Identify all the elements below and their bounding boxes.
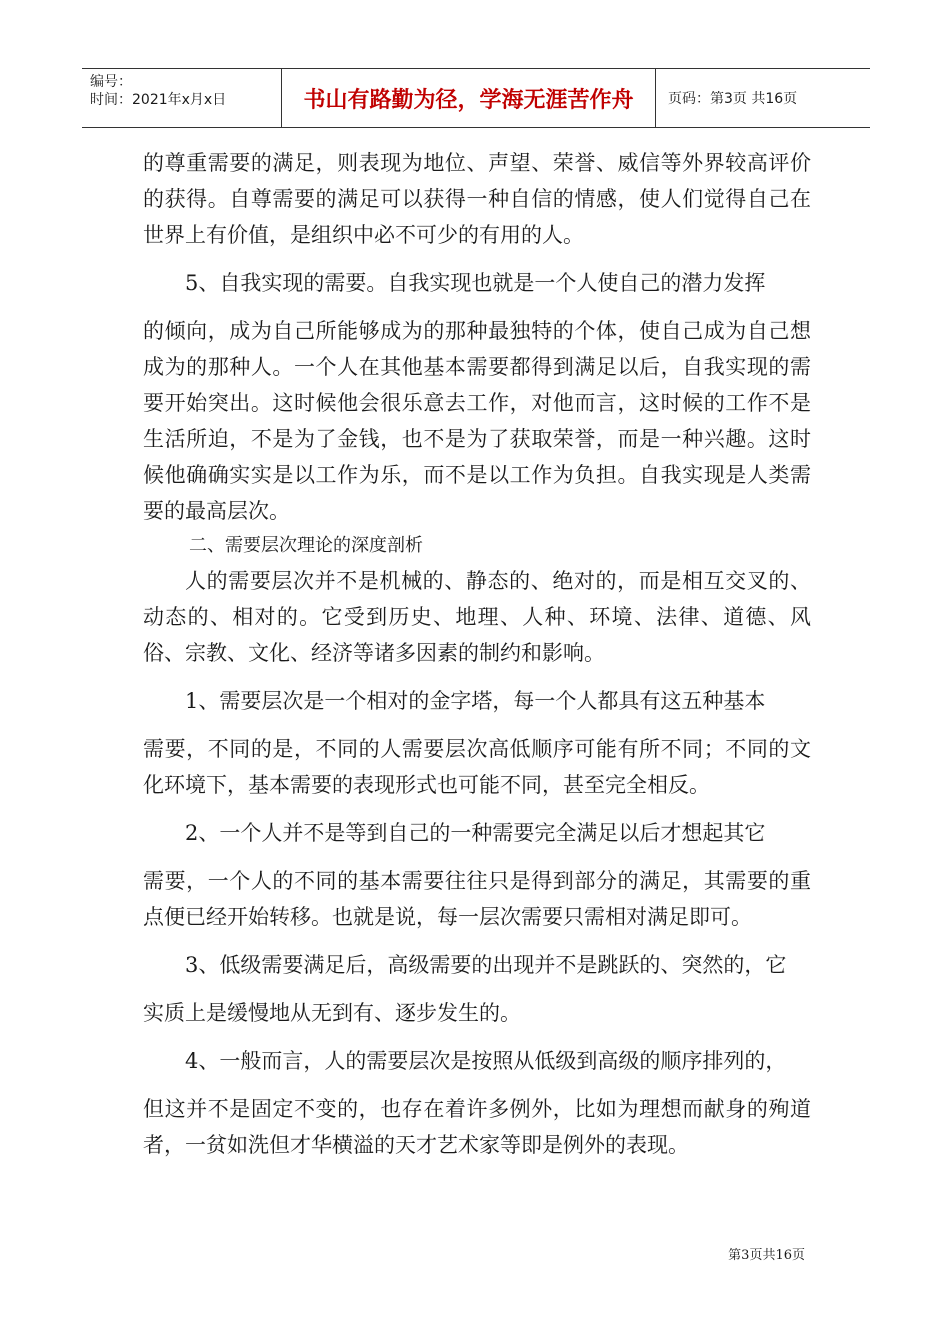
header-page-cell xyxy=(656,69,870,127)
page-footer: 第3页共16页 xyxy=(728,1248,805,1263)
paragraph: 实质上是缓慢地从无到有、逐步发生的。 xyxy=(143,1001,521,1025)
header-meta-cell xyxy=(82,69,282,127)
paragraph: 2、一个人并不是等到自己的一种需要完全满足以后才想起其它 xyxy=(185,821,766,845)
document-number-label: 编号： xyxy=(90,74,132,90)
paragraph: 的倾向，成为自己所能够成为的那种最独特的个体，使自己成为自己想成为的那种人。一个人在其他基本需要都得到满足以后，自我实现的需要开始突出。这时候他会很乐意去工作，对他而言，这时候的工作不是生活所迫，不是为了金钱，也不是为了获取荣誉，而是一种兴趣。这时候他确确实实是以工作为乐，而不是以工作为负担。自我实现是人类需要的最高层次。 xyxy=(143,319,811,523)
header-motto: 书山有路勤为径，学海无涯苦作舟 xyxy=(303,87,634,113)
paragraph: 但这并不是固定不变的，也存在着许多例外，比如为理想而献身的殉道者，一贫如洗但才华横溢的天才艺术家等即是例外的表现。 xyxy=(143,1097,811,1157)
paragraph: 人的需要层次并不是机械的、静态的、绝对的，而是相互交叉的、动态的、相对的。它受到历史、地理、人种、环境、法律、道德、风俗、宗教、文化、经济等诸多因素的制约和影响。 xyxy=(143,569,811,665)
paragraph: 5、自我实现的需要。自我实现也就是一个人使自己的潜力发挥 xyxy=(185,271,766,295)
paragraph: 的尊重需要的满足，则表现为地位、声望、荣誉、威信等外界较高评价的获得。自尊需要的满足可以获得一种自信的情感，使人们觉得自己在世界上有价值，是组织中必不可少的有用的人。 xyxy=(143,151,811,247)
page-header xyxy=(82,68,870,128)
section-heading: 二、需要层次理论的深度剖析 xyxy=(189,535,423,556)
header-motto-cell xyxy=(282,69,656,127)
paragraph: 需要，不同的是，不同的人需要层次高低顺序可能有所不同；不同的文化环境下，基本需要的表现形式也可能不同，甚至完全相反。 xyxy=(143,737,811,797)
paragraph: 1、需要层次是一个相对的金字塔，每一个人都具有这五种基本 xyxy=(185,689,766,713)
document-body xyxy=(143,145,811,1163)
document-time-label: 时间：2021年x月x日 xyxy=(90,92,227,108)
paragraph: 4、一般而言，人的需要层次是按照从低级到高级的顺序排列的， xyxy=(185,1049,787,1073)
paragraph: 3、低级需要满足后，高级需要的出现并不是跳跃的、突然的，它 xyxy=(185,953,787,977)
paragraph: 需要，一个人的不同的基本需要往往只是得到部分的满足，其需要的重点便已经开始转移。也就是说，每一层次需要只需相对满足即可。 xyxy=(143,869,811,929)
header-page-info: 页码：第3页 共16页 xyxy=(668,91,798,107)
